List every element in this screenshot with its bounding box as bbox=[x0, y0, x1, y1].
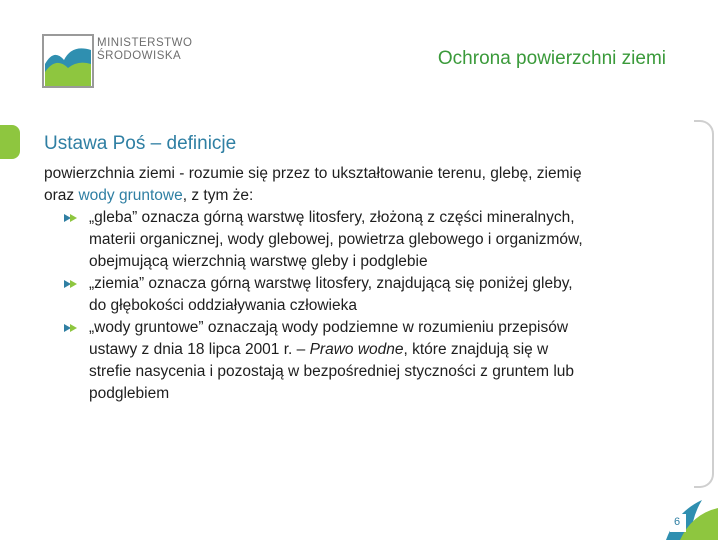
intro-text-2: , z tym że: bbox=[182, 187, 254, 204]
intro-highlight: wody gruntowe bbox=[78, 187, 183, 204]
logo-text bbox=[97, 37, 192, 63]
logo-line-1: MINISTERSTWO bbox=[97, 37, 193, 49]
intro-paragraph bbox=[44, 163, 584, 207]
item-italic: Prawo wodne bbox=[309, 341, 404, 358]
list-item bbox=[44, 273, 584, 317]
arrow-bullet-icon bbox=[64, 213, 78, 223]
mountain-logo-icon bbox=[42, 34, 94, 88]
page-number: 6 bbox=[673, 516, 681, 528]
item-text: „ziemia” oznacza górną warstwę litosfery, znajdującą się poniżej gleby, do głębokości oddziaływania człowieka bbox=[89, 275, 573, 314]
logo-line-2: ŚRODOWISKA bbox=[97, 50, 182, 62]
intro-text-1: - rozumie się przez to ukształtowanie terenu, glebę, ziemię oraz bbox=[44, 165, 582, 204]
ministry-logo bbox=[42, 34, 202, 90]
list-item bbox=[44, 317, 584, 405]
slide-content bbox=[44, 163, 584, 405]
section-title: Ustawa Poś – definicje bbox=[44, 133, 237, 154]
arrow-bullet-icon bbox=[64, 323, 78, 333]
item-text: „gleba” oznacza górną warstwę litosfery, złożoną z części mineralnych, materii organicznej, wody glebowej, powietrza glebowego i organizmów, obejmującą wierzchnią warstwę gleby i podglebie bbox=[89, 209, 583, 270]
definition-list bbox=[44, 207, 584, 405]
header-title: Ochrona powierzchni ziemi bbox=[437, 48, 666, 69]
item-text-1: „wody gruntowe” oznaczają wody podziemne w rozumieniu przepisów ustawy z dnia 18 lipca 2001 r. – bbox=[89, 319, 569, 358]
intro-term: powierzchnia ziemi bbox=[44, 165, 175, 182]
item-text-2: , które znajdują się w strefie nasycenia i pozostają w bezpośredniej styczności z gruntem lub podglebiem bbox=[89, 341, 575, 402]
list-item bbox=[44, 207, 584, 273]
left-accent-tab bbox=[0, 125, 20, 159]
right-decorative-bracket bbox=[694, 120, 714, 488]
arrow-bullet-icon bbox=[64, 279, 78, 289]
